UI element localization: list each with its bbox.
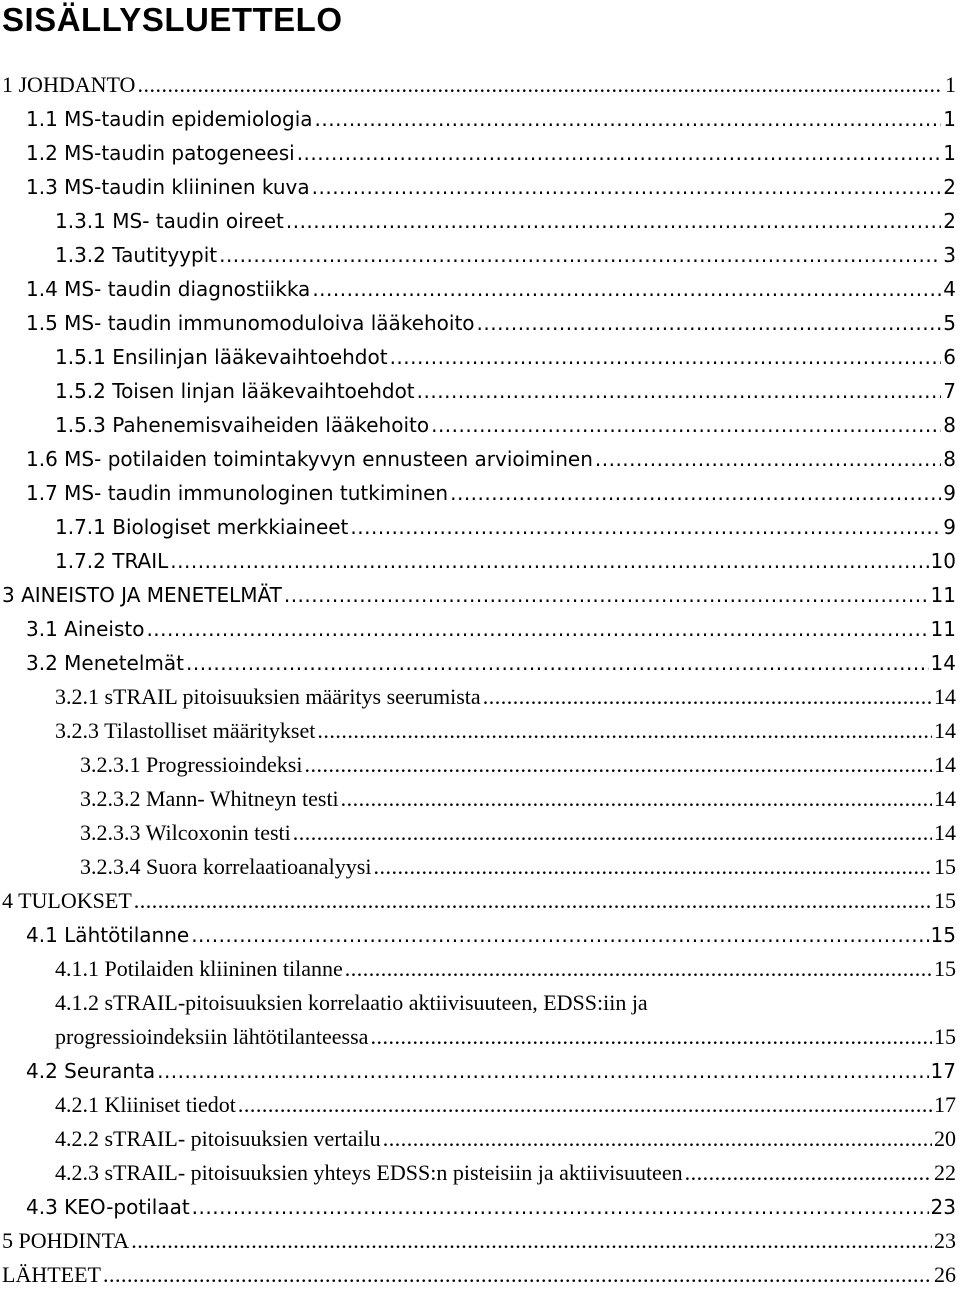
toc-entry[interactable]	[0, 340, 956, 374]
dot-leader	[238, 1092, 932, 1118]
dot-leader	[284, 583, 929, 607]
toc-entry-page: 2	[943, 175, 956, 199]
toc-entry-page: 15	[930, 923, 956, 947]
dot-leader	[431, 413, 941, 437]
toc-entry-page: 22	[934, 1160, 956, 1185]
toc-entry-text-continued: progressioindeksiin lähtötilanteessa	[55, 1024, 369, 1049]
toc-entry-text: 3.2.1 sTRAIL pitoisuuksien määritys seerumista	[55, 684, 481, 709]
toc-entry-page: 15	[934, 956, 956, 981]
toc-entry-text: 4.1.2 sTRAIL-pitoisuuksien korrelaatio aktiivisuuteen, EDSS:iin ja	[55, 990, 648, 1015]
toc-entry[interactable]	[0, 918, 956, 952]
toc-entry-text: 1.5.2 Toisen linjan lääkevaihtoehdot	[55, 379, 415, 403]
dot-leader	[146, 617, 928, 641]
toc-entry[interactable]	[0, 1224, 956, 1258]
toc-entry-page: 14	[934, 820, 956, 845]
toc-entry[interactable]	[0, 816, 956, 850]
toc-entry[interactable]	[0, 1054, 956, 1088]
toc-entry-page: 23	[930, 1195, 956, 1219]
toc-entry-text: 4.2.2 sTRAIL- pitoisuuksien vertailu	[55, 1126, 381, 1151]
toc-entry[interactable]	[0, 306, 956, 340]
toc-entry[interactable]	[0, 374, 956, 408]
toc-entry[interactable]	[0, 850, 956, 884]
toc-entry-text: 3.2.3.3 Wilcoxonin testi	[80, 820, 291, 845]
dot-leader	[370, 1024, 932, 1050]
toc-entry-page: 14	[934, 718, 956, 743]
toc-entry-text: 1.5.1 Ensilinjan lääkevaihtoehdot	[55, 345, 388, 369]
toc-entry-text: 4.1.1 Potilaiden kliininen tilanne	[55, 956, 343, 981]
toc-entry[interactable]	[0, 476, 956, 510]
dot-leader	[317, 718, 932, 744]
toc-entry[interactable]	[0, 408, 956, 442]
toc-entry-page: 6	[943, 345, 956, 369]
toc-entry[interactable]	[0, 102, 956, 136]
dot-leader	[312, 277, 941, 301]
toc-entry-text: 1.7.1 Biologiset merkkiaineet	[55, 515, 349, 539]
toc-entry-text: 1.3.1 MS- taudin oireet	[55, 209, 284, 233]
toc-entry[interactable]	[0, 1156, 956, 1190]
dot-leader	[103, 1262, 932, 1288]
dot-leader	[131, 1228, 932, 1254]
toc-entry[interactable]	[0, 272, 956, 306]
toc-entry-page: 5	[943, 311, 956, 335]
toc-entry-page: 14	[934, 786, 956, 811]
toc-entry[interactable]	[0, 714, 956, 748]
page-title: SISÄLLYSLUETTELO	[2, 1, 343, 38]
toc-entry[interactable]	[0, 136, 956, 170]
toc-entry-text: LÄHTEET	[2, 1262, 101, 1287]
toc-entry-page: 17	[930, 1059, 956, 1083]
dot-leader	[134, 888, 932, 914]
dot-leader	[383, 1126, 932, 1152]
toc-entry-page: 11	[930, 583, 956, 607]
toc-entry[interactable]	[0, 1258, 956, 1292]
toc-entry-text: 1.1 MS-taudin epidemiologia	[26, 107, 313, 131]
toc-entry[interactable]	[0, 170, 956, 204]
toc-entry[interactable]	[0, 986, 956, 1054]
dot-leader	[312, 175, 942, 199]
toc-entry-text: 3.2 Menetelmät	[26, 651, 184, 675]
toc-entry[interactable]	[0, 510, 956, 544]
dot-leader	[286, 209, 941, 233]
toc-entry-page: 9	[943, 515, 956, 539]
toc-entry-page: 4	[943, 277, 956, 301]
dot-leader	[477, 311, 942, 335]
dot-leader	[157, 1059, 928, 1083]
dot-leader	[192, 1195, 929, 1219]
dot-leader	[345, 956, 932, 982]
toc-entry-page: 1	[943, 141, 956, 165]
dot-leader	[350, 515, 941, 539]
dot-leader	[191, 923, 928, 947]
dot-leader	[219, 243, 941, 267]
toc-entry-page: 26	[934, 1262, 956, 1287]
toc-entry-text: 3.2.3.1 Progressioindeksi	[80, 752, 303, 777]
toc-entry-text: 4 TULOKSET	[2, 888, 132, 913]
toc-entry-page: 14	[934, 752, 956, 777]
toc-entry-page: 1	[945, 72, 956, 97]
dot-leader	[304, 752, 932, 778]
toc-entry[interactable]	[0, 782, 956, 816]
toc-entry[interactable]	[0, 952, 956, 986]
toc-entry[interactable]	[0, 1088, 956, 1122]
toc-entry-text: 1.7 MS- taudin immunologinen tutkiminen	[26, 481, 449, 505]
toc-entry-page: 8	[943, 447, 956, 471]
dot-leader	[417, 379, 942, 403]
toc-entry-text: 3 AINEISTO JA MENETELMÄT	[2, 583, 282, 607]
toc-entry-page: 17	[934, 1092, 956, 1117]
dot-leader	[685, 1160, 932, 1186]
toc-entry[interactable]	[0, 884, 956, 918]
toc-entry-text: 1.3.2 Tautityypit	[55, 243, 218, 267]
toc-entry[interactable]	[0, 646, 956, 680]
dot-leader	[595, 447, 941, 471]
toc-entry[interactable]	[0, 612, 956, 646]
dot-leader	[170, 549, 928, 573]
toc-entry[interactable]	[0, 578, 956, 612]
dot-leader	[373, 854, 932, 880]
toc-entry-page: 8	[943, 413, 956, 437]
dot-leader	[297, 141, 942, 165]
toc-entry[interactable]	[0, 1122, 956, 1156]
toc-entry-text: 5 POHDINTA	[2, 1228, 130, 1253]
toc-entry-text: 3.2.3.4 Suora korrelaatioanalyysi	[80, 854, 372, 879]
toc-entry[interactable]	[0, 238, 956, 272]
toc-entry-page: 23	[934, 1228, 956, 1253]
toc-entry-page: 15	[934, 854, 956, 879]
toc-entry-page: 20	[934, 1126, 956, 1151]
toc-entry-page: 15	[934, 1024, 956, 1049]
toc-entry[interactable]	[0, 1190, 956, 1224]
dot-leader	[186, 651, 929, 675]
toc-entry-page: 14	[934, 684, 956, 709]
toc-entry-page: 11	[930, 617, 956, 641]
toc-entry-text: 1.5.3 Pahenemisvaiheiden lääkehoito	[55, 413, 430, 437]
dot-leader	[483, 684, 932, 710]
toc-entry-page: 9	[943, 481, 956, 505]
toc-entry-text: 1.5 MS- taudin immunomoduloiva lääkehoito	[26, 311, 475, 335]
toc-entry-page: 2	[943, 209, 956, 233]
toc-entry-page: 14	[930, 651, 956, 675]
table-of-contents	[0, 68, 960, 1292]
dot-leader	[341, 786, 932, 812]
dot-leader	[450, 481, 941, 505]
toc-entry[interactable]	[0, 442, 956, 476]
toc-entry[interactable]	[0, 544, 956, 578]
toc-entry-page: 1	[943, 107, 956, 131]
toc-entry-text: 3.2.3 Tilastolliset määritykset	[55, 718, 316, 743]
toc-entry-text: 3.1 Aineisto	[26, 617, 145, 641]
toc-entry-text: 1.2 MS-taudin patogeneesi	[26, 141, 295, 165]
dot-leader	[137, 72, 943, 98]
toc-entry-text: 1.7.2 TRAIL	[55, 549, 169, 573]
toc-entry-text: 4.2.3 sTRAIL- pitoisuuksien yhteys EDSS:n pisteisiin ja aktiivisuuteen	[55, 1160, 683, 1185]
dot-leader	[315, 107, 942, 131]
toc-entry[interactable]	[0, 204, 956, 238]
toc-entry-text: 1.4 MS- taudin diagnostiikka	[26, 277, 311, 301]
toc-entry-text: 4.1 Lähtötilanne	[26, 923, 190, 947]
toc-entry-text: 1.6 MS- potilaiden toimintakyvyn ennusteen arvioiminen	[26, 447, 593, 471]
toc-entry-page: 10	[930, 549, 956, 573]
toc-entry-page: 3	[943, 243, 956, 267]
dot-leader	[293, 820, 932, 846]
toc-entry-text: 1.3 MS-taudin kliininen kuva	[26, 175, 310, 199]
toc-entry-text: 3.2.3.2 Mann- Whitneyn testi	[80, 786, 339, 811]
toc-entry-page: 7	[943, 379, 956, 403]
toc-entry-text: 4.2.1 Kliiniset tiedot	[55, 1092, 236, 1117]
toc-entry-text: 4.2 Seuranta	[26, 1059, 156, 1083]
toc-entry-text: 4.3 KEO-potilaat	[26, 1195, 190, 1219]
toc-entry[interactable]	[0, 680, 956, 714]
toc-entry-page: 15	[934, 888, 956, 913]
toc-entry[interactable]	[0, 748, 956, 782]
toc-entry-text: 1 JOHDANTO	[2, 72, 136, 97]
toc-entry[interactable]	[0, 68, 956, 102]
dot-leader	[390, 345, 942, 369]
